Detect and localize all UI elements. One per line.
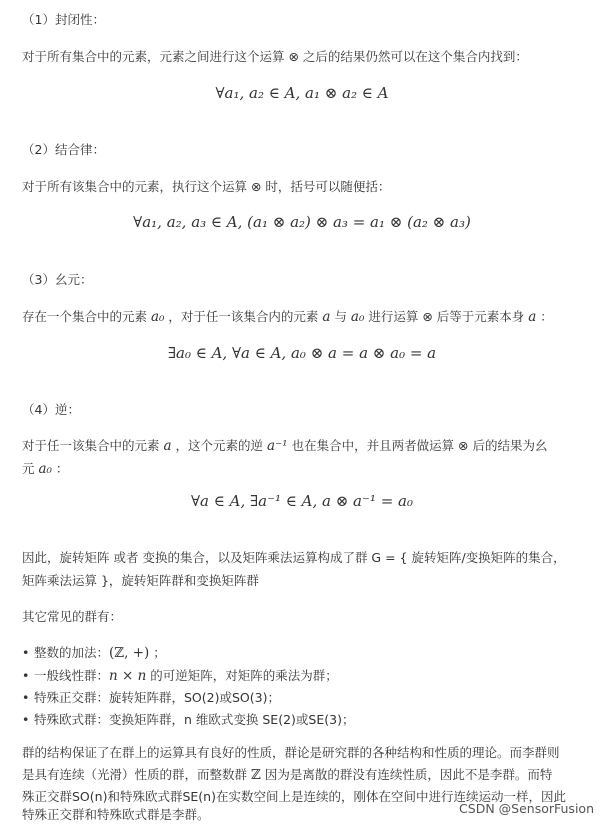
summary-line2: 矩阵乘法运算 }，旋转矩阵群和变换矩阵群: [22, 573, 259, 588]
item-math: n × n: [109, 668, 147, 684]
math-a: a: [322, 309, 331, 325]
section-3-formula: [0, 344, 604, 362]
text-part: 元: [22, 461, 39, 476]
list-item: [22, 710, 354, 728]
section-2-formula: [0, 213, 604, 231]
closing-line3: 殊正交群SO(n)和特殊欧式群SE(n)在实数空间上是连续的，刚体在空间中进行连续运动一样，因此: [22, 789, 566, 804]
section-4-formula: [0, 492, 604, 510]
item-after: ；: [149, 645, 166, 660]
item-math: (ℤ, +): [109, 645, 150, 661]
text-part: 对于任一该集合中的元素: [22, 438, 164, 453]
text-part: ：: [51, 461, 69, 476]
text-part: 进行运算 ⊗ 后等于元素本身: [364, 309, 529, 324]
text-part: 存在一个集合中的元素: [22, 309, 151, 324]
formula-text: ∀a₁, a₂, a₃ ∈ A, (a₁ ⊗ a₂) ⊗ a₃ = a₁ ⊗ (a₂ ⊗ a₃): [133, 213, 471, 231]
math-a: a: [528, 309, 537, 325]
section-1-heading: （1）封闭性：: [22, 12, 105, 27]
watermark: CSDN @SensorFusion: [459, 801, 594, 816]
formula-text: ∀a ∈ A, ∃a⁻¹ ∈ A, a ⊗ a⁻¹ = a₀: [190, 492, 413, 510]
closing-line1: 群的结构保证了在群上的运算具有良好的性质，群论是研究群的各种结构和性质的理论。而李群则: [22, 745, 560, 760]
math-a: a: [163, 438, 172, 454]
item-label: 整数的加法：: [34, 645, 110, 660]
math-z: ℤ: [250, 767, 261, 783]
common-groups-heading: 其它常见的群有：: [22, 609, 123, 624]
section-3-heading: （3）幺元：: [22, 272, 93, 287]
text-part: ，这个元素的逆: [171, 438, 267, 453]
section-1-formula: [0, 84, 604, 102]
math-a0: a₀: [150, 309, 165, 325]
text-part: ，对于任一该集合内的元素: [164, 309, 323, 324]
text-part: 因为是离散的群没有连续性质，因此不是李群。而特: [260, 767, 553, 782]
list-item: [22, 666, 338, 684]
section-3-text: [22, 307, 553, 325]
section-4-heading: （4）逆：: [22, 402, 80, 417]
section-4-text-line2: [22, 459, 68, 477]
math-a-inverse: a⁻¹: [267, 438, 288, 454]
text-part: 是具有连续（光滑）性质的群，而整数群: [22, 767, 251, 782]
section-4-text-line1: [22, 436, 548, 454]
closing-line2: [22, 765, 552, 783]
item-label: 一般线性群：: [34, 668, 110, 683]
section-2-text: 对于所有该集合中的元素，执行这个运算 ⊗ 时，括号可以随便括：: [22, 179, 391, 194]
formula-text: ∃a₀ ∈ A, ∀a ∈ A, a₀ ⊗ a = a ⊗ a₀ = a: [167, 344, 437, 362]
section-1-text: 对于所有集合中的元素，元素之间进行这个运算 ⊗ 之后的结果仍然可以在这个集合内找到：: [22, 49, 528, 64]
closing-line4: 特殊正交群和特殊欧式群是李群。: [22, 807, 210, 822]
item-label: 特殊正交群：旋转矩阵群，SO(2)或SO(3)；: [34, 690, 280, 705]
section-2-heading: （2）结合律：: [22, 142, 105, 157]
item-label: 特殊欧式群：变换矩阵群，n 维欧式变换 SE(2)或SE(3)；: [34, 712, 355, 727]
summary-line1: 因此，旋转矩阵 或者 变换的集合，以及矩阵乘法运算构成了群 G = { 旋转矩阵/变换矩阵的集合，: [22, 550, 566, 565]
text-part: 也在集合中，并且两者做运算 ⊗ 后的结果为幺: [287, 438, 548, 453]
math-a0: a₀: [38, 461, 52, 477]
item-after: 的可逆矩阵，对矩阵的乘法为群；: [146, 668, 338, 683]
formula-text: ∀a₁, a₂ ∈ A, a₁ ⊗ a₂ ∈ A: [215, 84, 389, 102]
list-item: [22, 688, 280, 706]
text-part: ：: [536, 309, 553, 324]
list-item: [22, 643, 166, 661]
math-a0: a₀: [350, 309, 365, 325]
text-part: 与: [330, 309, 351, 324]
